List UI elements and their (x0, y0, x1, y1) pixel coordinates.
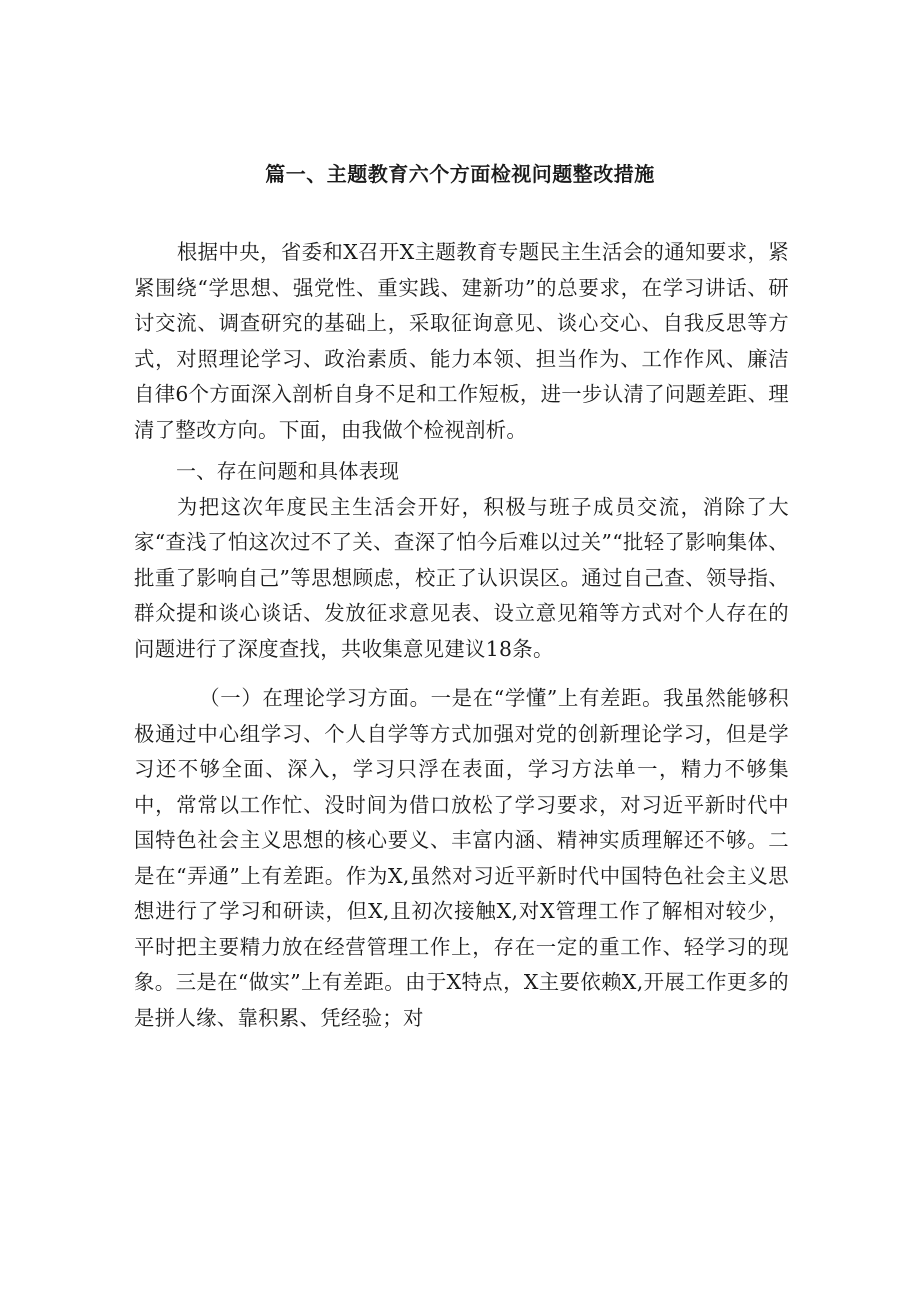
subsection-paragraph: （一）在理论学习方面。一是在“学懂”上有差距。我虽然能够积极通过中心组学习、个人自学等方式加强对党的创新理论学习，但是学习还不够全面、深入，学习只浮在表面，学习方法单一，精力不够集中，常常以工作忙、没时间为借口放松了学习要求，对习近平新时代中国特色社会主义思想的核心要义、丰富内涵、精神实质理解还不够。二是在“弄通”上有差距。作为X,虽然对习近平新时代中国特色社会主义思想进行了学习和研读，但X,且初次接触X,对X管理工作了解相对较少，平时把主要精力放在经营管理工作上，存在一定的重工作、轻学习的现象。三是在“做实”上有差距。由于X特点，X主要依赖X,开展工作更多的是拼人缘、靠积累、凭经验；对 (134, 686, 789, 1030)
document-title: 篇一、主题教育六个方面检视问题整改措施 (265, 162, 655, 186)
section-paragraph: 为把这次年度民主生活会开好，积极与班子成员交流，消除了大家“查浅了怕这次过不了关、查深了怕今后难以过关”“批轻了影响集体、批重了影响自己”等思想顾虑，校正了认识误区。通过自己查、领导指、群众提和谈心谈话、发放征求意见表、设立意见箱等方式对个人存在的问题进行了深度查找，共收集意见建议18条。 (134, 494, 789, 661)
intro-paragraph: 根据中央，省委和X召开X主题教育专题民主生活会的通知要求，紧紧围绕“学思想、强党性、重实践、建新功”的总要求，在学习讲话、研讨交流、调查研究的基础上，采取征询意见、谈心交心、自我反思等方式，对照理论学习、政治素质、能力本领、担当作为、工作作风、廉洁自律6个方面深入剖析自身不足和工作短板，进一步认清了问题差距、理清了整改方向。下面，由我做个检视剖析。 (134, 240, 789, 442)
document-body (134, 235, 789, 1036)
section-heading: 一、存在问题和具体表现 (176, 459, 400, 483)
